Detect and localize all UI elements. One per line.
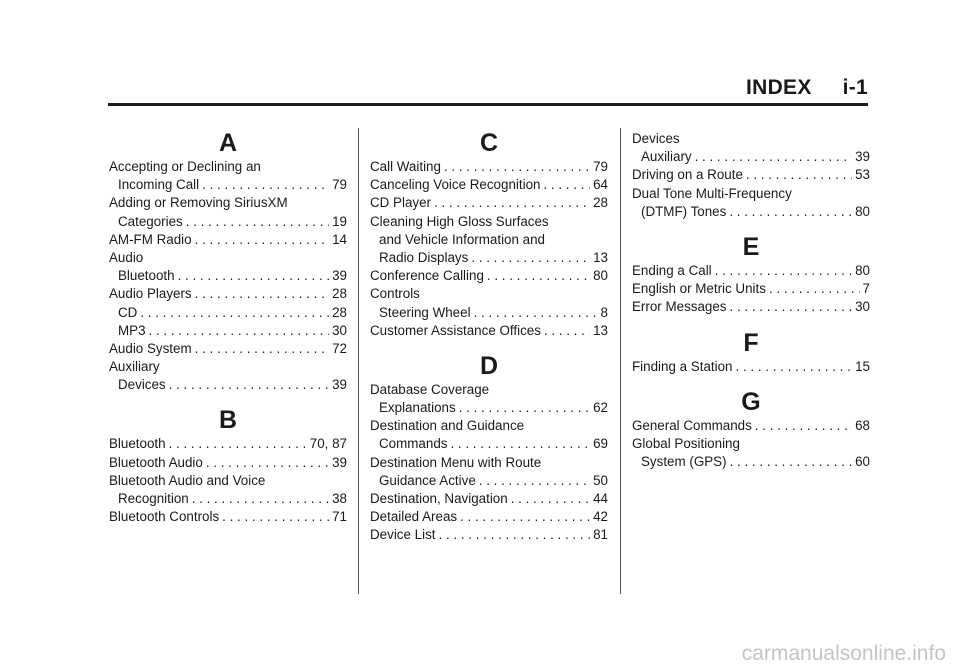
index-entry [109, 267, 347, 285]
entry-page: 7 [862, 281, 870, 297]
index-column-1 [109, 126, 347, 526]
index-entry [370, 417, 608, 435]
dot-leader [730, 298, 853, 316]
entry-text: Bluetooth [109, 436, 166, 452]
entry-page: 80 [855, 262, 870, 278]
index-entry [109, 340, 347, 358]
entry-text: Audio Players [109, 286, 192, 302]
entry-text: Recognition [118, 491, 189, 506]
dot-leader [192, 490, 329, 508]
entry-text: Driving on a Route [632, 167, 743, 183]
index-entry [109, 231, 347, 249]
entry-page: 71 [332, 509, 347, 525]
index-entry [370, 490, 608, 508]
entry-text: General Commands [632, 417, 752, 433]
entry-text: English or Metric Units [632, 281, 766, 297]
entry-page: 30 [332, 322, 347, 338]
entry-page: 53 [855, 167, 870, 183]
entry-text: AM-FM Radio [109, 231, 192, 247]
dot-leader [460, 508, 590, 526]
index-entry [370, 249, 608, 267]
index-entry [109, 249, 347, 267]
entry-page: 79 [593, 159, 608, 174]
dot-leader [746, 166, 852, 184]
index-entry [370, 158, 608, 176]
entry-page: 38 [332, 491, 347, 506]
entry-page: 28 [332, 286, 347, 302]
entry-page: 39 [855, 149, 870, 165]
entry-text: Bluetooth [118, 268, 175, 284]
dot-leader [543, 176, 590, 194]
dot-leader [487, 267, 590, 285]
index-title: INDEX [745, 76, 812, 99]
dot-leader [730, 453, 853, 471]
index-entry [109, 435, 347, 453]
dot-leader [511, 490, 590, 508]
index-entry [109, 213, 347, 231]
index-entry [370, 267, 608, 285]
section-letter: B [218, 406, 238, 435]
entry-text: Device List [370, 527, 436, 543]
entry-page: 42 [593, 509, 608, 525]
entry-page: 80 [593, 268, 608, 284]
entry-page: 28 [332, 304, 347, 320]
entry-text: Explanations [379, 400, 456, 416]
entry-page: 81 [593, 527, 608, 543]
entry-text: Cleaning High Gloss Surfaces [370, 213, 549, 229]
dot-leader [434, 194, 590, 212]
index-entry [632, 435, 870, 453]
entry-text: and Vehicle Information and [379, 231, 546, 247]
index-entry [370, 508, 608, 526]
index-entry [632, 148, 870, 166]
section-letter: C [479, 129, 499, 157]
dot-leader [444, 158, 590, 176]
entry-page: 39 [332, 377, 347, 393]
index-entry [109, 508, 347, 526]
index-entry [370, 194, 608, 212]
dot-leader [479, 472, 590, 490]
index-entry [370, 213, 608, 231]
entry-text: Commands [379, 436, 448, 452]
entry-text: System (GPS) [641, 454, 727, 470]
section-letter: G [741, 387, 761, 416]
entry-text: Global Positioning [632, 435, 740, 451]
entry-text: Destination, Navigation [370, 491, 508, 506]
index-entry [370, 322, 608, 340]
entry-text: CD Player [370, 195, 432, 211]
dot-leader [439, 526, 591, 544]
entry-page: 44 [593, 491, 608, 506]
dot-leader [169, 435, 307, 453]
column-divider [620, 128, 621, 594]
entry-text: Steering Wheel [379, 304, 471, 320]
dot-leader [736, 358, 853, 376]
entry-text: Finding a Station [632, 358, 733, 374]
entry-text: Destination Menu with Route [370, 454, 542, 470]
entry-page: 62 [593, 400, 608, 416]
section-letter: E [742, 232, 760, 261]
index-entry [632, 166, 870, 184]
dot-leader [178, 267, 330, 285]
entry-text: Conference Calling [370, 268, 484, 284]
entry-text: Ending a Call [632, 262, 712, 278]
index-entry [109, 490, 347, 508]
entry-page: 79 [332, 177, 347, 193]
section-letter: A [218, 129, 238, 157]
entry-page: 68 [855, 417, 870, 433]
index-entry [632, 130, 870, 148]
entry-text: Devices [632, 131, 680, 146]
entry-text: Devices [118, 377, 166, 393]
index-column-3 [632, 126, 870, 471]
dot-leader [195, 285, 329, 303]
index-entry [370, 526, 608, 544]
dot-leader [202, 176, 329, 194]
entry-text: Detailed Areas [370, 509, 458, 525]
index-entry [370, 435, 608, 453]
entry-text: Database Coverage [370, 381, 490, 397]
entry-text: MP3 [118, 322, 146, 338]
entry-text: Canceling Voice Recognition [370, 177, 541, 193]
entry-text: Auxiliary [109, 359, 160, 375]
index-entry [370, 304, 608, 322]
index-entry [370, 176, 608, 194]
dot-leader [544, 322, 590, 340]
entry-page: 19 [332, 213, 347, 229]
entry-page: 64 [593, 177, 608, 193]
dot-leader [149, 322, 330, 340]
entry-page: 60 [855, 454, 870, 470]
dot-leader [450, 435, 590, 453]
entry-text: Bluetooth Audio [109, 454, 203, 470]
page-header [108, 76, 868, 104]
entry-page: 50 [593, 472, 608, 488]
entry-page: 15 [855, 358, 870, 374]
entry-page: 70, 87 [309, 436, 347, 452]
index-entry [632, 280, 870, 298]
dot-leader [715, 262, 852, 280]
watermark: carmanualsonline.info [741, 642, 946, 665]
entry-text: Controls [370, 286, 420, 302]
section-letter: F [743, 328, 759, 357]
column-divider [358, 128, 359, 594]
entry-text: Categories [118, 213, 183, 229]
index-entry [109, 285, 347, 303]
entry-page: 39 [332, 268, 347, 284]
entry-text: (DTMF) Tones [641, 203, 727, 219]
dot-leader [474, 304, 598, 322]
entry-page: 13 [593, 322, 608, 338]
index-entry [632, 453, 870, 471]
index-entry [632, 203, 870, 221]
entry-text: Incoming Call [118, 177, 200, 193]
index-entry [109, 358, 347, 376]
dot-leader [195, 231, 330, 249]
dot-leader [222, 508, 329, 526]
dot-leader [195, 340, 329, 358]
dot-leader [140, 304, 329, 322]
entry-page: 28 [593, 195, 608, 211]
entry-page: 80 [855, 203, 870, 219]
index-entry [370, 454, 608, 472]
index-entry [632, 298, 870, 316]
index-entry [109, 322, 347, 340]
entry-text: Audio System [109, 340, 192, 356]
index-entry [632, 262, 870, 280]
entry-page: 13 [593, 249, 608, 265]
dot-leader [186, 213, 329, 231]
dot-leader [769, 280, 860, 298]
dot-leader [206, 454, 329, 472]
index-entry [370, 381, 608, 399]
index-entry [632, 417, 870, 435]
index-entry [109, 194, 347, 212]
index-entry [370, 399, 608, 417]
index-entry [109, 454, 347, 472]
dot-leader [729, 203, 852, 221]
entry-text: Dual Tone Multi-Frequency [632, 185, 792, 201]
index-column-2 [370, 126, 608, 545]
entry-text: Radio Displays [379, 249, 469, 265]
index-entry [370, 285, 608, 303]
entry-page: 39 [332, 454, 347, 470]
entry-text: Bluetooth Controls [109, 509, 220, 525]
entry-page: 72 [332, 340, 347, 356]
index-entry [632, 185, 870, 203]
index-entry [109, 304, 347, 322]
index-entry [109, 176, 347, 194]
entry-text: Adding or Removing SiriusXM [109, 195, 288, 211]
index-entry [370, 472, 608, 490]
entry-page: 69 [593, 436, 608, 452]
section-letter: D [479, 351, 499, 380]
entry-text: Customer Assistance Offices [370, 322, 541, 338]
entry-text: Accepting or Declining an [109, 159, 261, 174]
entry-text: Call Waiting [370, 159, 441, 174]
index-entry [632, 358, 870, 376]
entry-page: 14 [332, 231, 347, 247]
page-number: i-1 [842, 76, 868, 99]
index-entry [109, 376, 347, 394]
entry-text: Destination and Guidance [370, 418, 525, 434]
entry-text: Guidance Active [379, 472, 476, 488]
header-rule [108, 103, 868, 106]
entry-page: 30 [855, 299, 870, 315]
entry-text: Bluetooth Audio and Voice [109, 472, 266, 488]
dot-leader [695, 148, 852, 166]
entry-page: 8 [600, 304, 608, 320]
index-entry [370, 231, 608, 249]
index-entry [109, 472, 347, 490]
entry-text: Audio [109, 249, 144, 265]
index-entry [109, 158, 347, 176]
entry-text: Error Messages [632, 299, 727, 315]
entry-text: Auxiliary [641, 149, 692, 165]
entry-text: CD [118, 304, 138, 320]
dot-leader [459, 399, 590, 417]
dot-leader [755, 417, 852, 435]
dot-leader [471, 249, 590, 267]
dot-leader [169, 376, 329, 394]
